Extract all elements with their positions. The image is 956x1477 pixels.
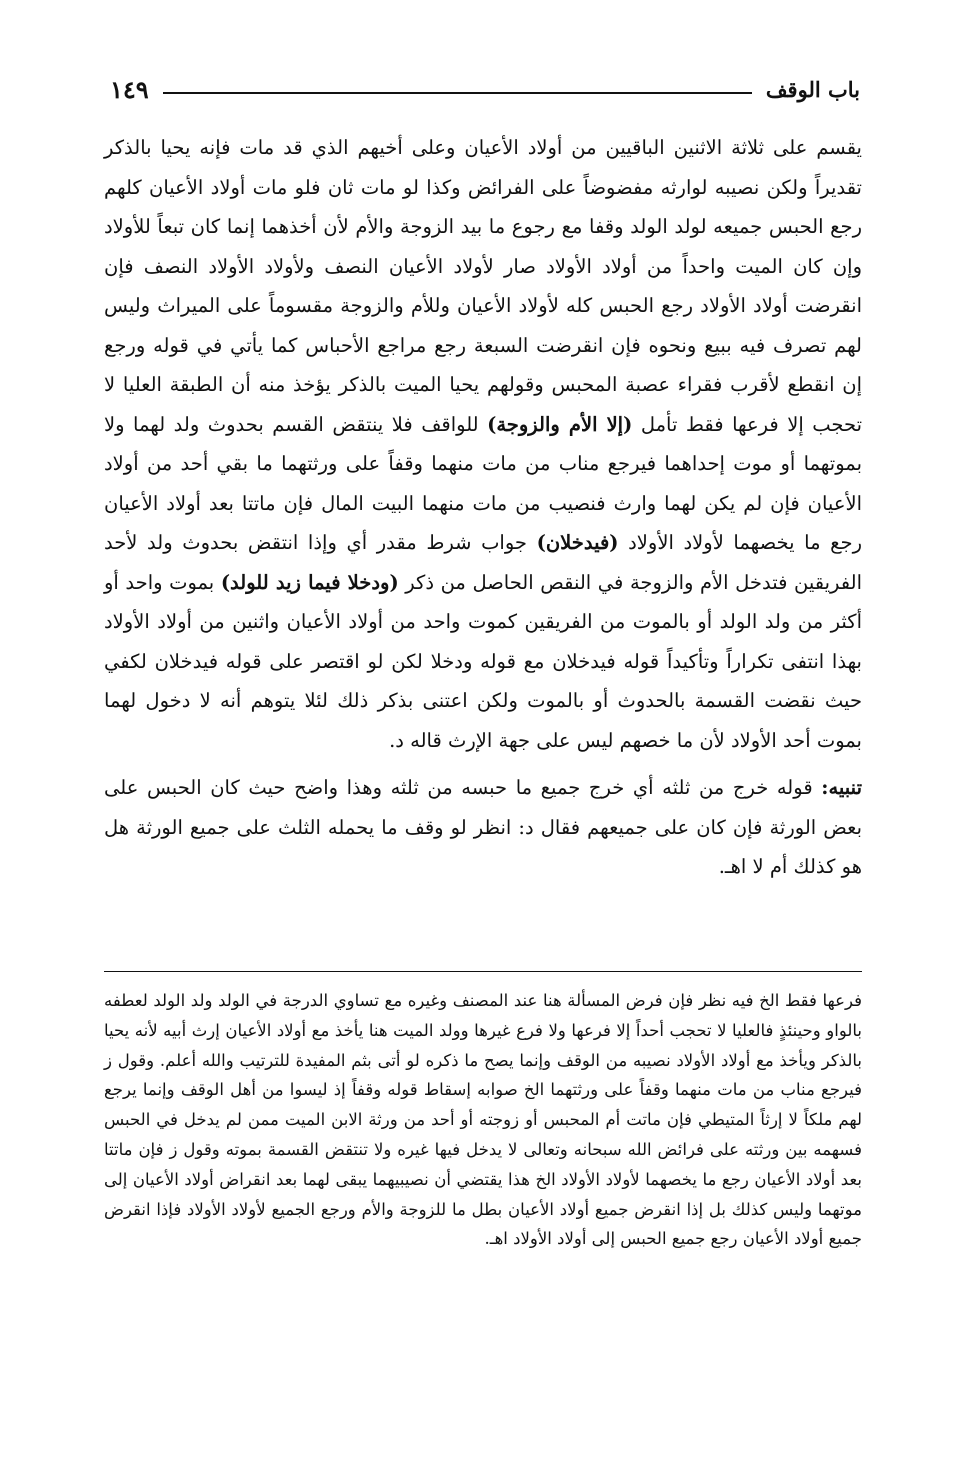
bold-term-fayadkhulan: (فيدخلان) xyxy=(536,531,619,554)
note-paragraph xyxy=(104,768,862,887)
page-number: ١٤٩ xyxy=(110,75,149,104)
footnote xyxy=(104,986,862,1254)
main-text-segment: للواقف فلا ينتقض القسم بحدوث ولد لهما ولا بموتهما أو موت إحداهما فيرجع مناب من مات منهما وقفاً على ورثتهما ما بقي أحد من أولاد الأعيان فإن لم يكن لهما وارث فنصيب من مات منهما البيت المال فإن ماتتا بعد أولاد الأعيان رجع ما يخصهما لأولاد الأولاد xyxy=(104,412,862,554)
bold-term-mother-wife: (إلا الأم والزوجة) xyxy=(487,412,633,436)
page-header xyxy=(110,64,860,104)
header-rule xyxy=(163,92,752,94)
main-text xyxy=(104,128,862,887)
main-text-segment: بموت واحد أو أكثر من ولد الولد أو بالموت من الفريقين كموت واحد من أولاد الأعيان واثنين من أولاد الأولاد بهذا انتفى تكراراً وتأكيداً قوله فيدخلان مع قوله ودخلا لكن لو اقتصر على قوله فيدخلان لكفي حيث نقضت القسمة بالحدوث أو بالموت ولكن اعتنى بذكر ذلك لئلا يتوهم أنه لا دخول لهما بموت أحد الأولاد لأن ما خصهم ليس على جهة الإرث قاله د. xyxy=(104,570,862,752)
note-label: تنبيه: xyxy=(821,776,862,799)
main-text-segment: جواب شرط مقدر أي وإذا انتقض بحدوث ولد لأحد الفريقين فتدخل الأم والزوجة في النقص الحاصل من ذكر xyxy=(104,531,862,594)
chapter-title: باب الوقف xyxy=(765,77,860,102)
main-paragraph xyxy=(104,128,862,760)
footnote-text: فرعها فقط الخ فيه نظر فإن فرض المسألة هنا عند المصنف وغيره مع تساوي الدرجة في الولد ولد الولد لعطفه بالواو وحينئذٍ فالعليا لا تحجب أحداً إلا فرعها ولا فرع غيرها وولد الميت هنا يأخذ مع أولاد الأعيان إرث أبيه لأنه يحيا بالذكر ويأخذ مع أولاد الأولاد نصيبه من الوقف وإنما يصح ما ذكره لو أتى بثم المفيدة للترتيب والله أعلم. وقول ز فيرجع مناب من مات منهما وقفاً على ورثتهما الخ صوابه إسقاط قوله وقفاً إذ ليسوا من أهل الوقف وإنما يرجع لهم ملكاً لا إرثاً المتيطي فإن ماتت أم المحبس أو زوجته أو أحد من ورثة الابن الميت ممن لم يدخل في الحبس فسهمه بين ورثته على فرائض الله سبحانه وتعالى لا يدخل فيها غيره ولا تنتقض القسمة بموته وقول ز فإن ماتتا بعد أولاد الأعيان رجع ما يخصهما لأولاد الأولاد الخ هذا يقتضي أن نصيبيهما يبقى لهما بعد انقراض أولاد الأعيان إلى موتهما وليس كذلك بل إذا انقرض جميع أولاد الأعيان بطل ما للزوجة والأم ورجع الجميع لأولاد الأولاد فإذا انقرض جميع أولاد الأعيان رجع جميع الحبس إلى أولاد الأولاد اهـ. xyxy=(104,991,862,1249)
note-text: قوله خرج من ثلثه أي خرج جميع ما حبسه من ثلثه وهذا واضح حيث كان الحبس على بعض الورثة فإن كان على جميعهم فقال د: انظر لو وقف ما يحمله الثلث على جميع الورثة هل هو كذلك أم لا اهـ. xyxy=(104,776,862,878)
main-text-segment: يقسم على ثلاثة الاثنين الباقيين من أولاد الأعيان وعلى أخيهم الذي قد مات فإنه يحيا بالذكر تقديراً ولكن نصيبه لوارثه مفضوضاً على الفرائض وكذا لو مات ثان فلو مات أولاد الأعيان كلهم رجع الحبس جميعه لولد الولد وقفا مع رجوع ما بيد الزوجة والأم لأن أخذهما إنما كان تبعاً للأولاد وإن كان الميت واحداً من أولاد الأولاد صار لأولاد الأعيان النصف ولأولاد الأولاد النصف فإن انقرضت أولاد الأولاد رجع الحبس كله لأولاد الأعيان وللأم والزوجة مقسوماً على الميراث وليس لهم تصرف فيه ببيع ونحوه فإن انقرضت السبعة رجع مراجع الأحباس كما يأتي في قوله ورجع إن انقطع لأقرب فقراء عصبة المحبس وقولهم يحيا الميت بالذكر يؤخذ منه أن الطبقة العليا لا تحجب إلا فرعها فقط تأمل xyxy=(104,136,863,436)
footnote-separator xyxy=(104,971,862,972)
bold-term-dakhala: (ودخلا فيما زيد للولد) xyxy=(220,570,399,594)
